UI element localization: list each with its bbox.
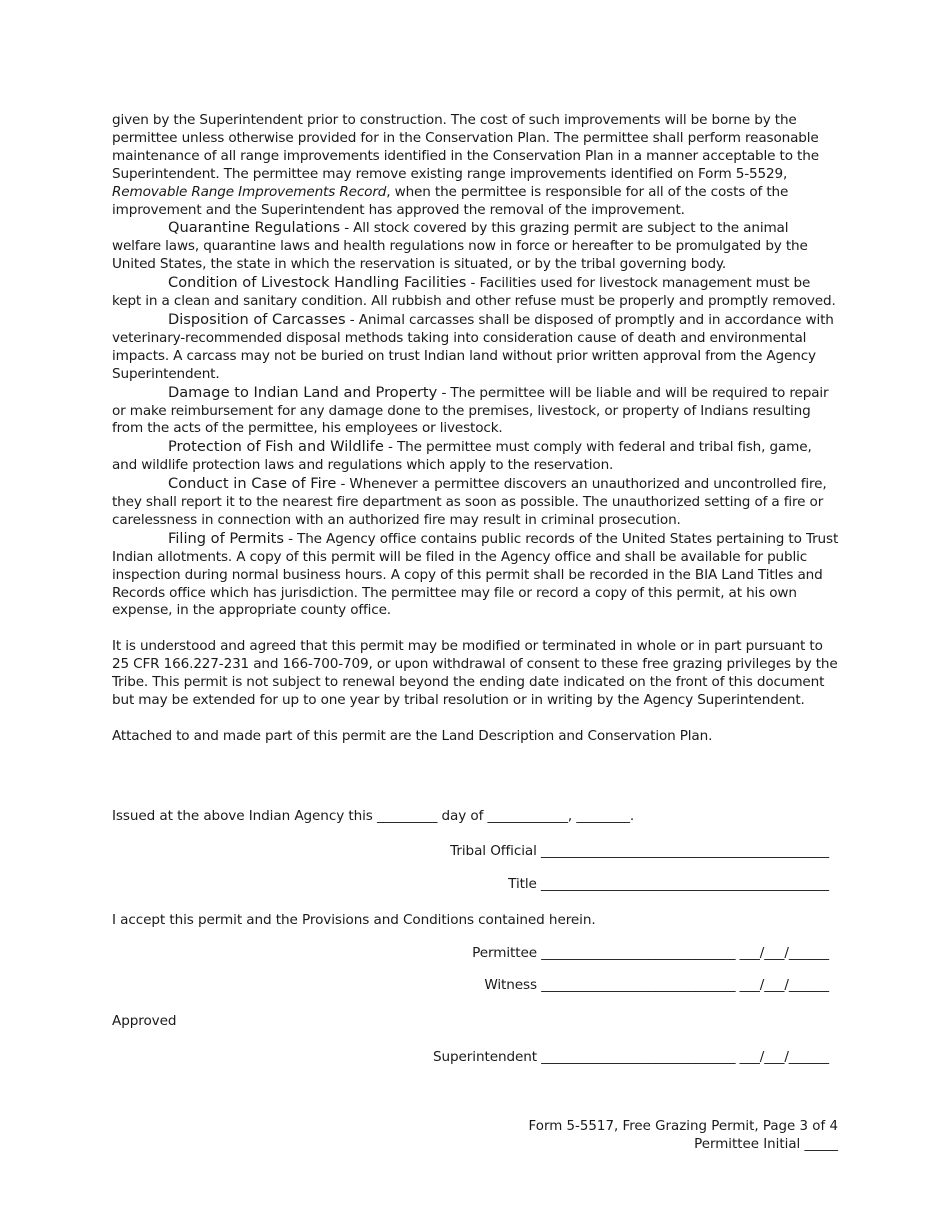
termination-paragraph: It is understood and agreed that this permit may be modified or terminated in whole or in part pursuant to 25 CFR 166.227-231 and 166-700-709, or upon withdrawal of consent to these free grazing privileges by the Tribe. This permit is not subject to renewal beyond the ending date indicated on the front of this document but may be extended for up to one year by tribal resolution or in writing by the Agency Superintendent. <box>112 638 838 709</box>
issued-line: Issued at the above Indian Agency this _________ day of ____________, ________. <box>112 808 635 824</box>
tribal-official-line: Tribal Official ___________________________________________ <box>450 843 829 859</box>
intro-paragraph: given by the Superintendent prior to construction. The cost of such improvements will be borne by the permittee unless otherwise provided for in the Conservation Plan. The permittee shall perform reasonable maintenance of all range improvements identified in the Conservation Plan in a manner acceptable to the Superintendent. The permittee may remove existing range improvements identified on Form 5-5529, Removable Range Improvements Record, when the permittee is responsible for all of the costs of the improvement and the Superintendent has approved the removal of the improvement. <box>112 112 819 218</box>
section-heading: Disposition of Carcasses <box>168 310 346 328</box>
section-quarantine: Quarantine Regulations - All stock covered by this grazing permit are subject to the animal welfare laws, quarantine laws and health regulations now in force or hereafter to be promulgated by the United States, the state in which the reservation is situated, or by the tribal governing body. <box>112 219 808 273</box>
section-livestock-facilities: Condition of Livestock Handling Facilities - Facilities used for livestock management must be kept in a clean and sanitary condition. All rubbish and other refuse must be properly and promptly removed. <box>112 274 836 310</box>
section-heading: Filing of Permits <box>168 529 284 547</box>
section-heading: Quarantine Regulations <box>168 219 341 237</box>
accept-line: I accept this permit and the Provisions and Conditions contained herein. <box>112 912 596 928</box>
section-fish-wildlife: Protection of Fish and Wildlife - The permittee must comply with federal and tribal fish, game, and wildlife protection laws and regulations which apply to the reservation. <box>112 438 812 474</box>
section-damage: Damage to Indian Land and Property - The permittee will be liable and will be required to repair or make reimbursement for any damage done to the premises, livestock, or property of Indians resulting from the acts of the permittee, his employees or livestock. <box>112 383 829 437</box>
approved-label: Approved <box>112 1013 177 1029</box>
section-heading: Damage to Indian Land and Property <box>168 383 438 401</box>
section-heading: Protection of Fish and Wildlife <box>168 438 384 456</box>
witness-signature-line: Witness _____________________________ ___/___/______ <box>484 977 829 993</box>
section-filing: Filing of Permits - The Agency office contains public records of the United States pertaining to Trust Indian allotments. A copy of this permit will be filed in the Agency office and shall be available for public inspection during normal business hours. A copy of this permit shall be recorded in the BIA Land Titles and Records office which has jurisdiction. The permittee may file or record a copy of this permit, at his own expense, in the appropriate county office. <box>112 529 839 619</box>
section-heading: Conduct in Case of Fire <box>168 475 337 493</box>
title-line: Title ___________________________________________ <box>508 876 829 892</box>
permittee-initial-line: Permittee Initial _____ <box>694 1136 838 1152</box>
permittee-signature-line: Permittee _____________________________ ___/___/______ <box>472 945 829 961</box>
section-carcasses: Disposition of Carcasses - Animal carcasses shall be disposed of promptly and in accordance with veterinary-recommended disposal methods taking into consideration cause of death and environmental impacts. A carcass may not be buried on trust Indian land without prior written approval from the Agency Superintendent. <box>112 310 834 382</box>
form-title-italic: Removable Range Improvements Record <box>112 183 387 200</box>
permit-body <box>112 112 840 746</box>
superintendent-signature-line: Superintendent _____________________________ ___/___/______ <box>432 1049 829 1065</box>
page-footer <box>529 1118 838 1153</box>
section-fire: Conduct in Case of Fire - Whenever a permittee discovers an unauthorized and uncontrolled fire, they shall report it to the nearest fire department as soon as possible. The unauthorized setting of a fire or carelessness in connection with an authorized fire may result in criminal prosecution. <box>112 475 827 528</box>
form-page-label: Form 5-5517, Free Grazing Permit, Page 3 of 4 <box>528 1119 838 1134</box>
attachment-paragraph: Attached to and made part of this permit are the Land Description and Conservation Plan. <box>112 728 713 744</box>
section-heading: Condition of Livestock Handling Facilities <box>168 274 467 292</box>
